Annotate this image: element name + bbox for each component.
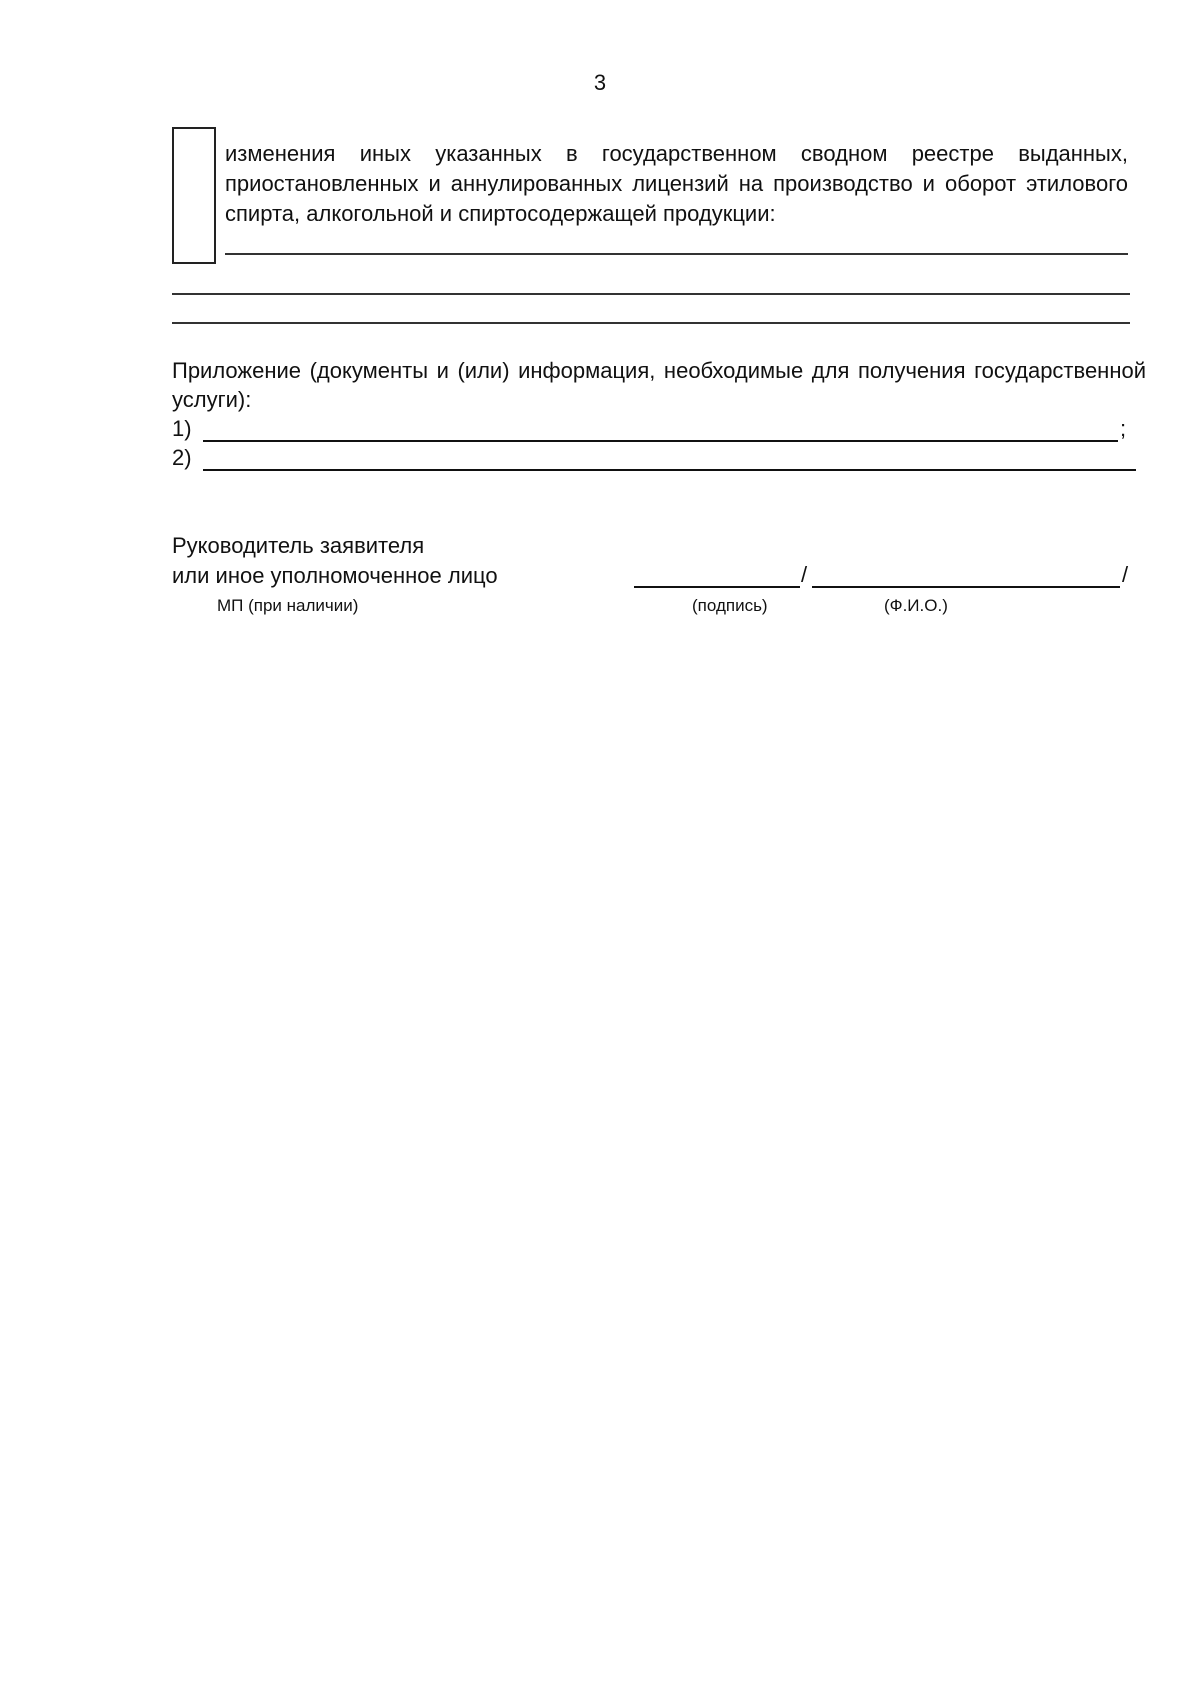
attachment-item-suffix: ; [1120, 416, 1127, 441]
stamp-label: МП (при наличии) [217, 596, 359, 615]
full-name-separator: / [1122, 562, 1129, 587]
option-text: изменения иных указанных в государственном сводном реестре выданных, приостановленных и аннулированных лицензий на производство и оборот этилового спирта, алкогольной и спиртосодержащей продукции: [225, 141, 1128, 226]
option-checkbox[interactable] [172, 127, 216, 264]
option-fill-line[interactable] [225, 253, 1128, 255]
full-name-line[interactable] [812, 586, 1120, 588]
attachment-item-number: 2) [172, 445, 192, 470]
full-name-caption: (Ф.И.О.) [884, 596, 948, 615]
signature-line[interactable] [634, 586, 800, 588]
signer-line: или иное уполномоченное лицо [172, 563, 498, 588]
attachment-item-line[interactable] [203, 440, 1118, 442]
option-fill-line[interactable] [172, 293, 1130, 295]
attachments-heading: Приложение (документы и (или) информация, необходимые для получения государственной услуги): [172, 358, 1146, 412]
attachment-item-number: 1) [172, 416, 192, 441]
signer-line: Руководитель заявителя [172, 533, 425, 558]
page-number: 3 [593, 70, 607, 95]
signature-separator: / [801, 562, 808, 587]
signer-label [172, 531, 498, 591]
attachment-item-line[interactable] [203, 469, 1136, 471]
signature-caption: (подпись) [692, 596, 768, 615]
option-fill-line[interactable] [172, 322, 1130, 324]
